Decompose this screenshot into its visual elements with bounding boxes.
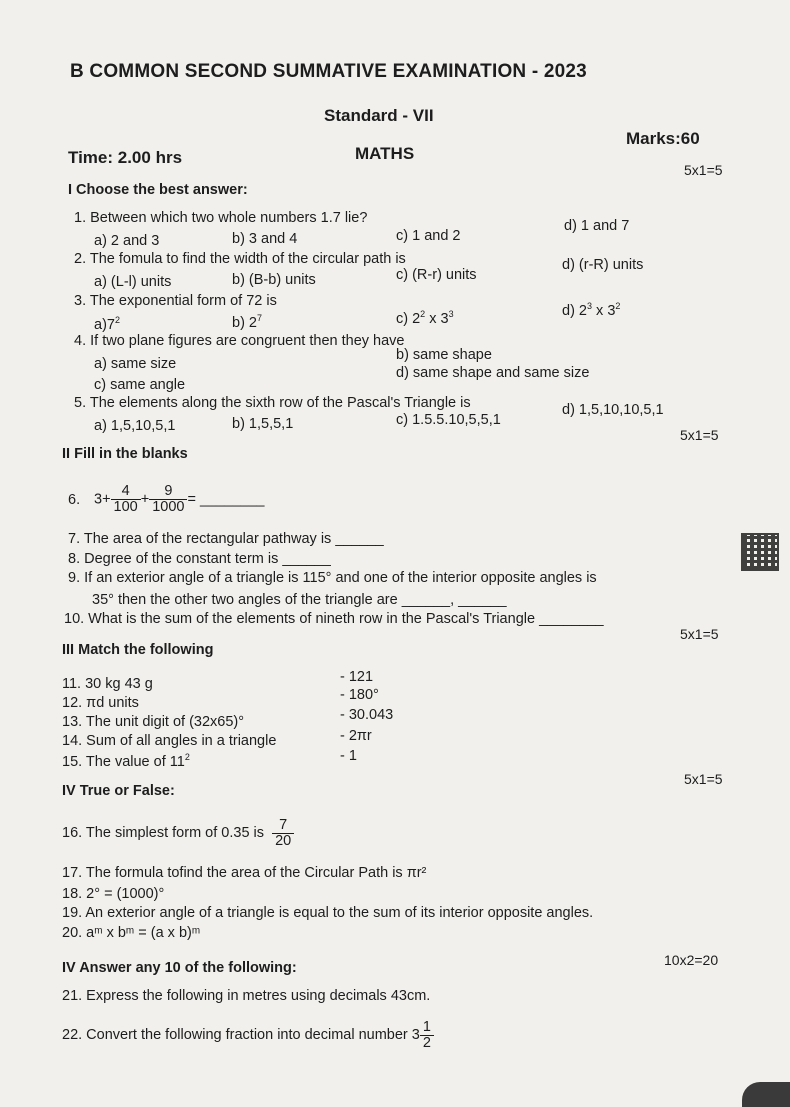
q4-option-c: c) same angle <box>94 377 186 393</box>
q5-option-d: d) 1,5,10,10,5,1 <box>562 402 664 418</box>
section1-title: I Choose the best answer: <box>68 182 248 198</box>
section2-marks: 5x1=5 <box>680 427 719 443</box>
q16-text: 16. The simplest form of 0.35 is $\frac{7}{20}$ <box>62 818 294 849</box>
q9-text-line2: 35° then the other two angles of the triangle are ______, ______ <box>92 592 507 608</box>
q2-option-a: a) (L-l) units <box>94 274 172 290</box>
q4-option-b: b) same shape <box>396 347 492 363</box>
match-right-15: - 1 <box>340 748 357 764</box>
q2-option-c: c) (R-r) units <box>396 267 477 283</box>
q18-text: 18. 2° = (1000)° <box>62 886 165 902</box>
q17-text: 17. The formula tofind the area of the Circular Path is πr² <box>62 865 427 881</box>
time-label: Time: 2.00 hrs <box>68 148 183 167</box>
subject-label: MATHS <box>355 144 415 163</box>
match-right-14: - 2πr <box>340 728 372 744</box>
q6-expression: 6. 3+ $\frac{4}{100}$ + $\frac{9}{1000}$ = ________ <box>68 483 265 516</box>
q3-option-a: $a)7^2$ <box>94 315 120 333</box>
q8-text: 8. Degree of the constant term is ______ <box>68 551 331 567</box>
q2-text: 2. The fomula to find the width of the circular path is <box>74 251 406 267</box>
q3-text: 3. The exponential form of 72 is <box>74 293 277 309</box>
q1-option-d: d) 1 and 7 <box>564 218 630 234</box>
q5-option-c: c) 1.5.5.10,5,5,1 <box>396 412 501 428</box>
q4-text: 4. If two plane figures are congruent then they have <box>74 333 405 349</box>
q1-option-c: c) 1 and 2 <box>396 228 461 244</box>
q21-text: 21. Express the following in metres using decimals 43cm. <box>62 988 431 1004</box>
q9-text-line1: 9. If an exterior angle of a triangle is 115° and one of the interior opposite angles is <box>68 570 597 586</box>
match-left-12: 12. πd units <box>62 695 139 711</box>
q10-text: 10. What is the sum of the elements of nineth row in the Pascal's Triangle ________ <box>64 611 604 627</box>
q1-option-b: b) 3 and 4 <box>232 231 298 247</box>
match-left-14: 14. Sum of all angles in a triangle <box>62 733 277 749</box>
standard-label: Standard - VII <box>324 106 434 125</box>
q22-text: 22. Convert the following fraction into decimal number 3 $\frac{1}{2}$ <box>62 1020 434 1051</box>
q2-option-b: b) (B-b) units <box>232 272 316 288</box>
section4-title: IV True or False: <box>62 783 175 799</box>
exam-title: B COMMON SECOND SUMMATIVE EXAMINATION - 2023 <box>70 61 587 82</box>
qr-code-image <box>741 533 779 571</box>
q3-option-b: b) $2^7$ <box>232 313 263 331</box>
q5-option-a: a) 1,5,10,5,1 <box>94 418 176 434</box>
total-marks-label: Marks:60 <box>626 129 700 148</box>
page-corner-shadow <box>742 1082 790 1107</box>
q5-option-b: b) 1,5,5,1 <box>232 416 294 432</box>
q2-option-d: d) (r-R) units <box>562 257 644 273</box>
q3-option-d: d) $2^3$ x $3^2$ <box>562 301 621 319</box>
q3-option-c: c) $2^2$ x $3^3$ <box>396 309 454 327</box>
q4-option-a: a) same size <box>94 356 177 372</box>
match-left-11: 11. 30 kg 43 g <box>62 676 153 692</box>
section1-marks: 5x1=5 <box>684 162 723 178</box>
match-left-13: 13. The unit digit of (32x65)° <box>62 714 245 730</box>
section2-title: II Fill in the blanks <box>62 446 188 462</box>
q20-text: 20. aᵐ x bᵐ = (a x b)ᵐ <box>62 925 201 941</box>
q7-text: 7. The area of the rectangular pathway is ______ <box>68 531 384 547</box>
section5-marks: 10x2=20 <box>664 952 719 968</box>
match-left-15: 15. The value of $11^2$ <box>62 752 190 770</box>
q5-text: 5. The elements along the sixth row of the Pascal's Triangle is <box>74 395 471 411</box>
match-right-12: - 180° <box>340 687 379 703</box>
section5-title: IV Answer any 10 of the following: <box>62 960 297 976</box>
section4-marks: 5x1=5 <box>684 771 723 787</box>
q4-option-d: d) same shape and same size <box>396 365 590 381</box>
match-right-13: - 30.043 <box>340 707 394 723</box>
section3-marks: 5x1=5 <box>680 626 719 642</box>
section3-title: III Match the following <box>62 642 214 658</box>
match-right-11: - 121 <box>340 669 374 685</box>
q1-text: 1. Between which two whole numbers 1.7 lie? <box>74 210 368 226</box>
q19-text: 19. An exterior angle of a triangle is equal to the sum of its interior opposite angles. <box>62 905 594 921</box>
q1-option-a: a) 2 and 3 <box>94 233 160 249</box>
